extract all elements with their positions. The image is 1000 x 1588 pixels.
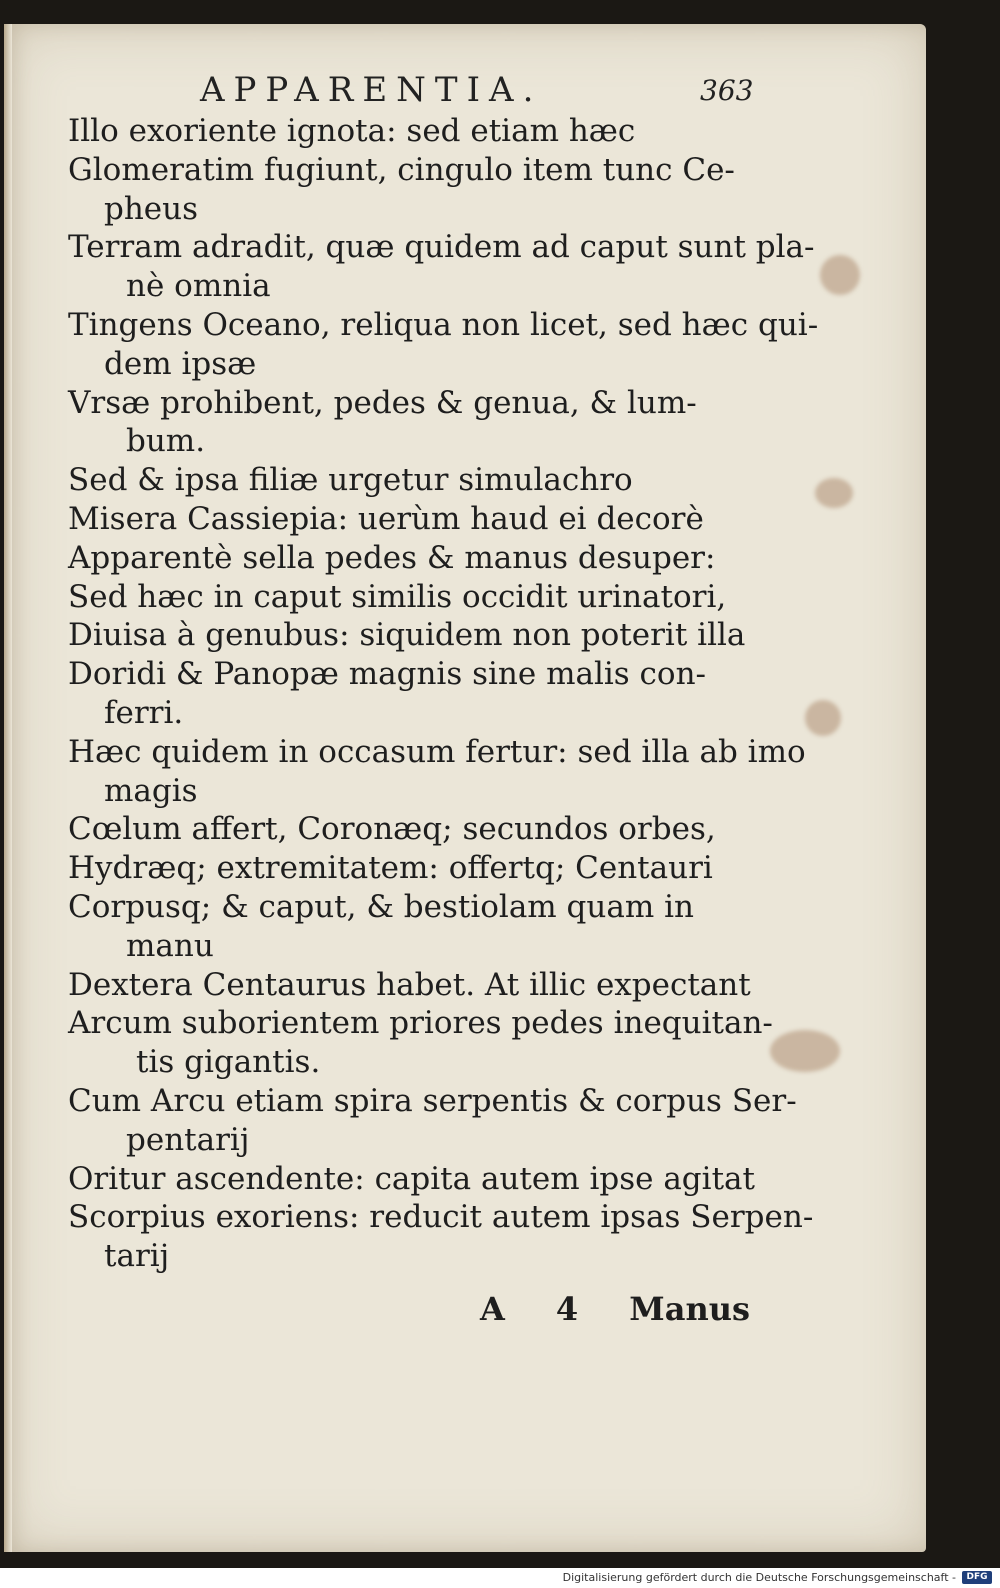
text-line: Dextera Centaurus habet. At illic expectant [68,966,751,1003]
text-line: Misera Cassiepia: uerùm haud ei decorè [68,500,704,537]
text-line: pentarij [126,1121,250,1158]
text-line: Hydræq; extremitatem: offertq; Centauri [68,850,713,887]
funding-credit: Digitalisierung gefördert durch die Deutsche Forschungsgemeinschaft - [562,1571,956,1584]
text-line: Apparentè sella pedes & manus desuper: [68,539,716,576]
stain-mark [815,478,853,508]
text-line: tarij [104,1238,170,1275]
text-line: Vrsæ prohibent, pedes & genua, & lum- [68,384,697,421]
text-line: tis gigantis. [136,1044,321,1081]
text-line: magis [104,772,198,809]
catchword: Manus [629,1290,750,1328]
signature-number: 4 [555,1290,579,1328]
text-line: Illo exoriente ignota: sed etiam hæc [68,113,636,149]
text-line: Glomeratim fugiunt, cingulo item tunc Ce- [68,151,735,188]
text-line: Cœlum affert, Coronæq; secundos orbes, [68,811,716,848]
text-line: Doridi & Panopæ magnis sine malis con- [68,656,707,693]
text-line: Hæc quidem in occasum fertur: sed illa ab imo [68,733,806,770]
page-gutter-shadow [4,24,12,1552]
text-line: Arcum suborientem priores pedes inequitan- [68,1005,773,1042]
digitization-footer [0,1568,1000,1588]
text-line: nè omnia [126,268,271,305]
dfg-logo: DFG [962,1571,992,1584]
running-head: APPARENTIA. [200,70,543,110]
stain-mark [820,255,860,295]
text-line: Sed hæc in caput similis occidit urinatori, [68,578,727,615]
text-line: pheus [104,190,199,227]
text-line: manu [126,927,214,964]
text-line: bum. [126,423,206,460]
text-line: dem ipsæ [104,345,257,382]
text-line: Oritur ascendente: capita autem ipse agitat [68,1160,755,1197]
text-line: Tingens Oceano, reliqua non licet, sed hæc qui- [68,306,819,343]
text-line: Corpusq; & caput, & bestiolam quam in [68,888,694,925]
text-line: Scorpius exoriens: reducit autem ipsas Serpen- [68,1199,814,1236]
stain-mark [805,700,841,736]
text-line: Diuisa à genubus: siquidem non poterit illa [68,617,746,654]
page-number: 363 [700,74,754,107]
signature-mark: A [480,1290,505,1328]
text-line: Cum Arcu etiam spira serpentis & corpus Ser- [68,1082,797,1119]
verse-text [68,112,819,1276]
text-line: ferri. [104,694,184,731]
text-line: Terram adradit, quæ quidem ad caput sunt pla- [68,229,815,266]
signature-line [480,1290,750,1328]
text-line: Sed & ipsa filiæ urgetur simulachro [68,462,633,499]
